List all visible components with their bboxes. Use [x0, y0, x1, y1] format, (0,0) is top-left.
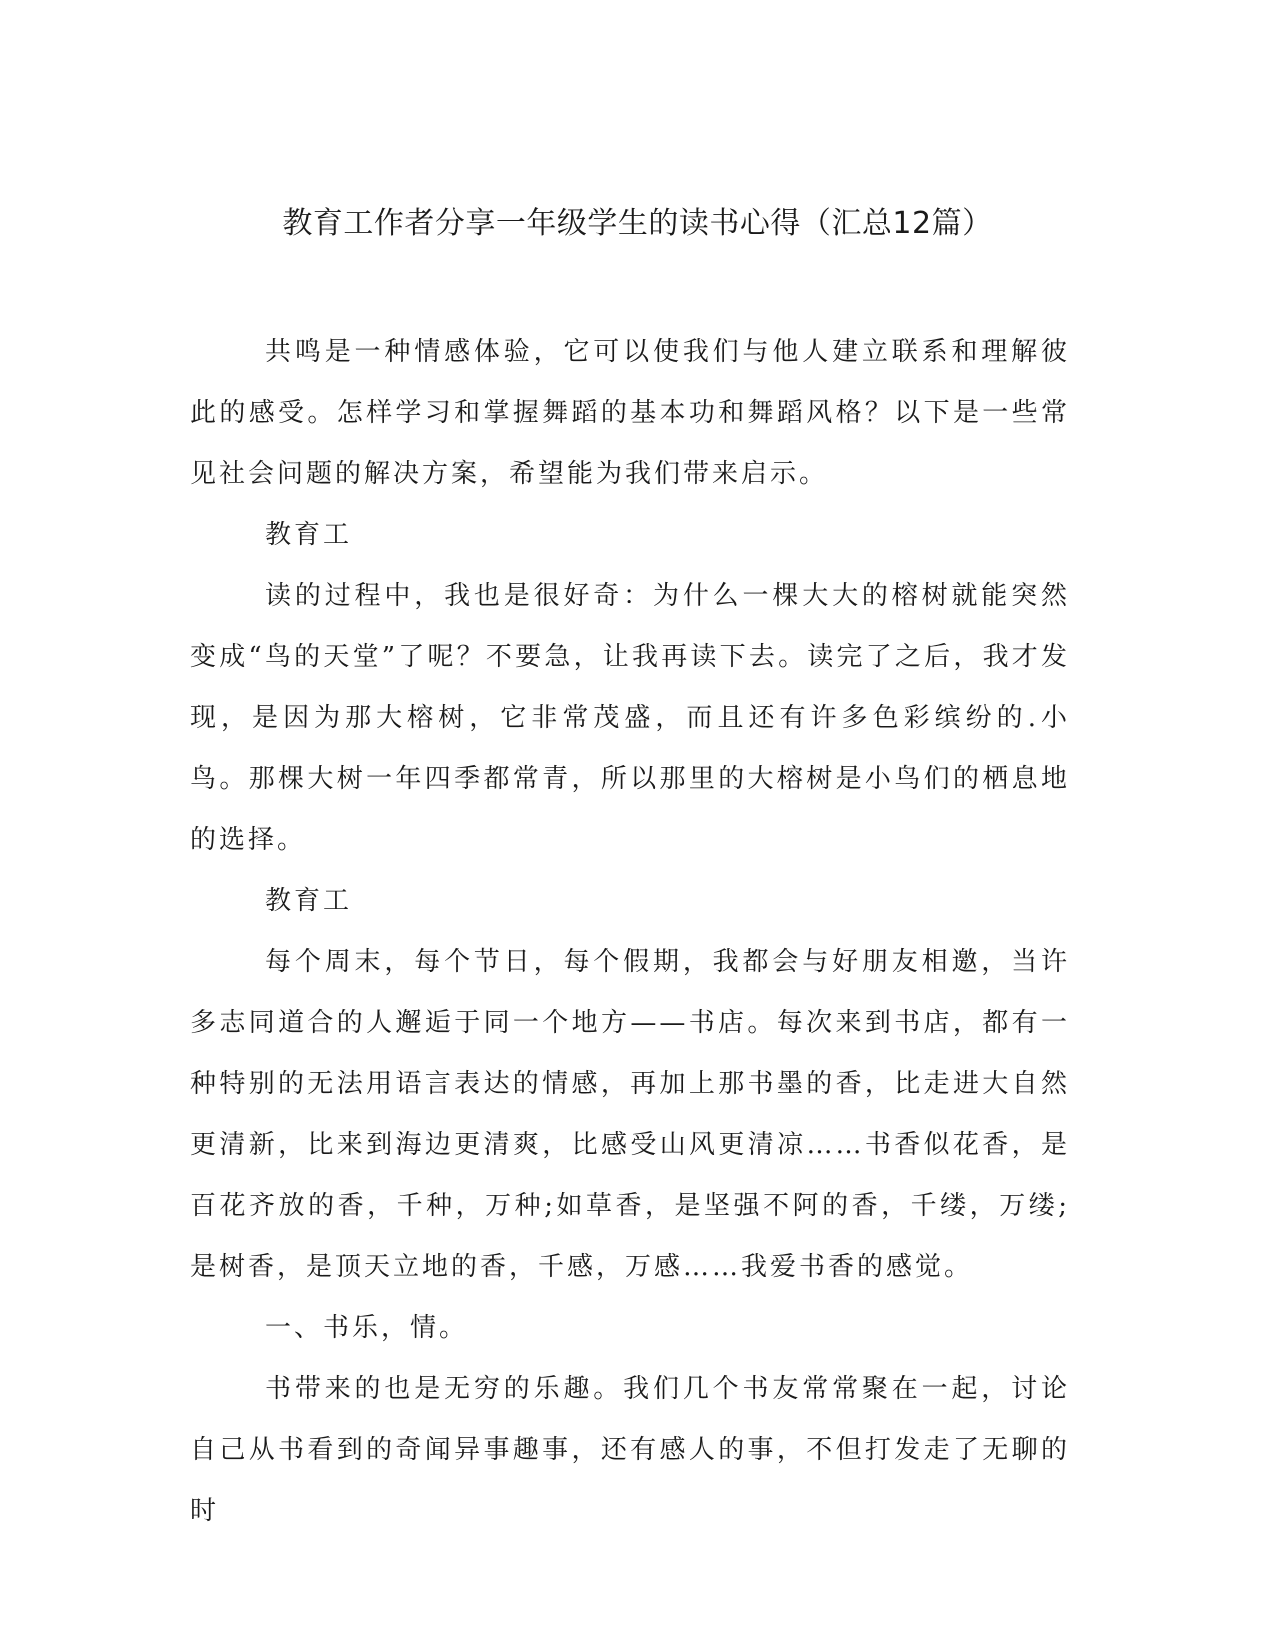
paragraph-section-label: 教育工: [265, 520, 353, 550]
paragraph-heading-book-joy: 一、书乐，情。: [265, 1313, 469, 1343]
document-body: [190, 322, 1070, 1542]
paragraph-bookstore: 每个周末，每个节日，每个假期，我都会与好朋友相邀，当许多志同道合的人邂逅于同一个地方——书店。每次来到书店，都有一种特别的无法用语言表达的情感，再加上那书墨的香，比走进大自然更清新，比来到海边更清爽，比感受山风更清凉……书香似花香，是百花齐放的香，千种，万种;如草香，是坚强不阿的香，千缕，万缕;是树香，是顶天立地的香，千感，万感……我爱书香的感觉。: [190, 947, 1070, 1282]
paragraph-banyan: 读的过程中，我也是很好奇：为什么一棵大大的榕树就能突然变成“鸟的天堂”了呢？不要急，让我再读下去。读完了之后，我才发现，是因为那大榕树，它非常茂盛，而且还有许多色彩缤纷的.小鸟。那棵大树一年四季都常青，所以那里的大榕树是小鸟们的栖息地的选择。: [190, 581, 1070, 855]
paragraph-section-label: 教育工: [265, 886, 353, 916]
document-title: 教育工作者分享一年级学生的读书心得（汇总12篇）: [282, 206, 993, 241]
paragraph-intro: 共鸣是一种情感体验，它可以使我们与他人建立联系和理解彼此的感受。怎样学习和掌握舞蹈的基本功和舞蹈风格？以下是一些常见社会问题的解决方案，希望能为我们带来启示。: [190, 337, 1070, 489]
paragraph-book-fun: 书带来的也是无穷的乐趣。我们几个书友常常聚在一起，讨论自己从书看到的奇闻异事趣事，还有感人的事，不但打发走了无聊的时: [190, 1374, 1070, 1526]
